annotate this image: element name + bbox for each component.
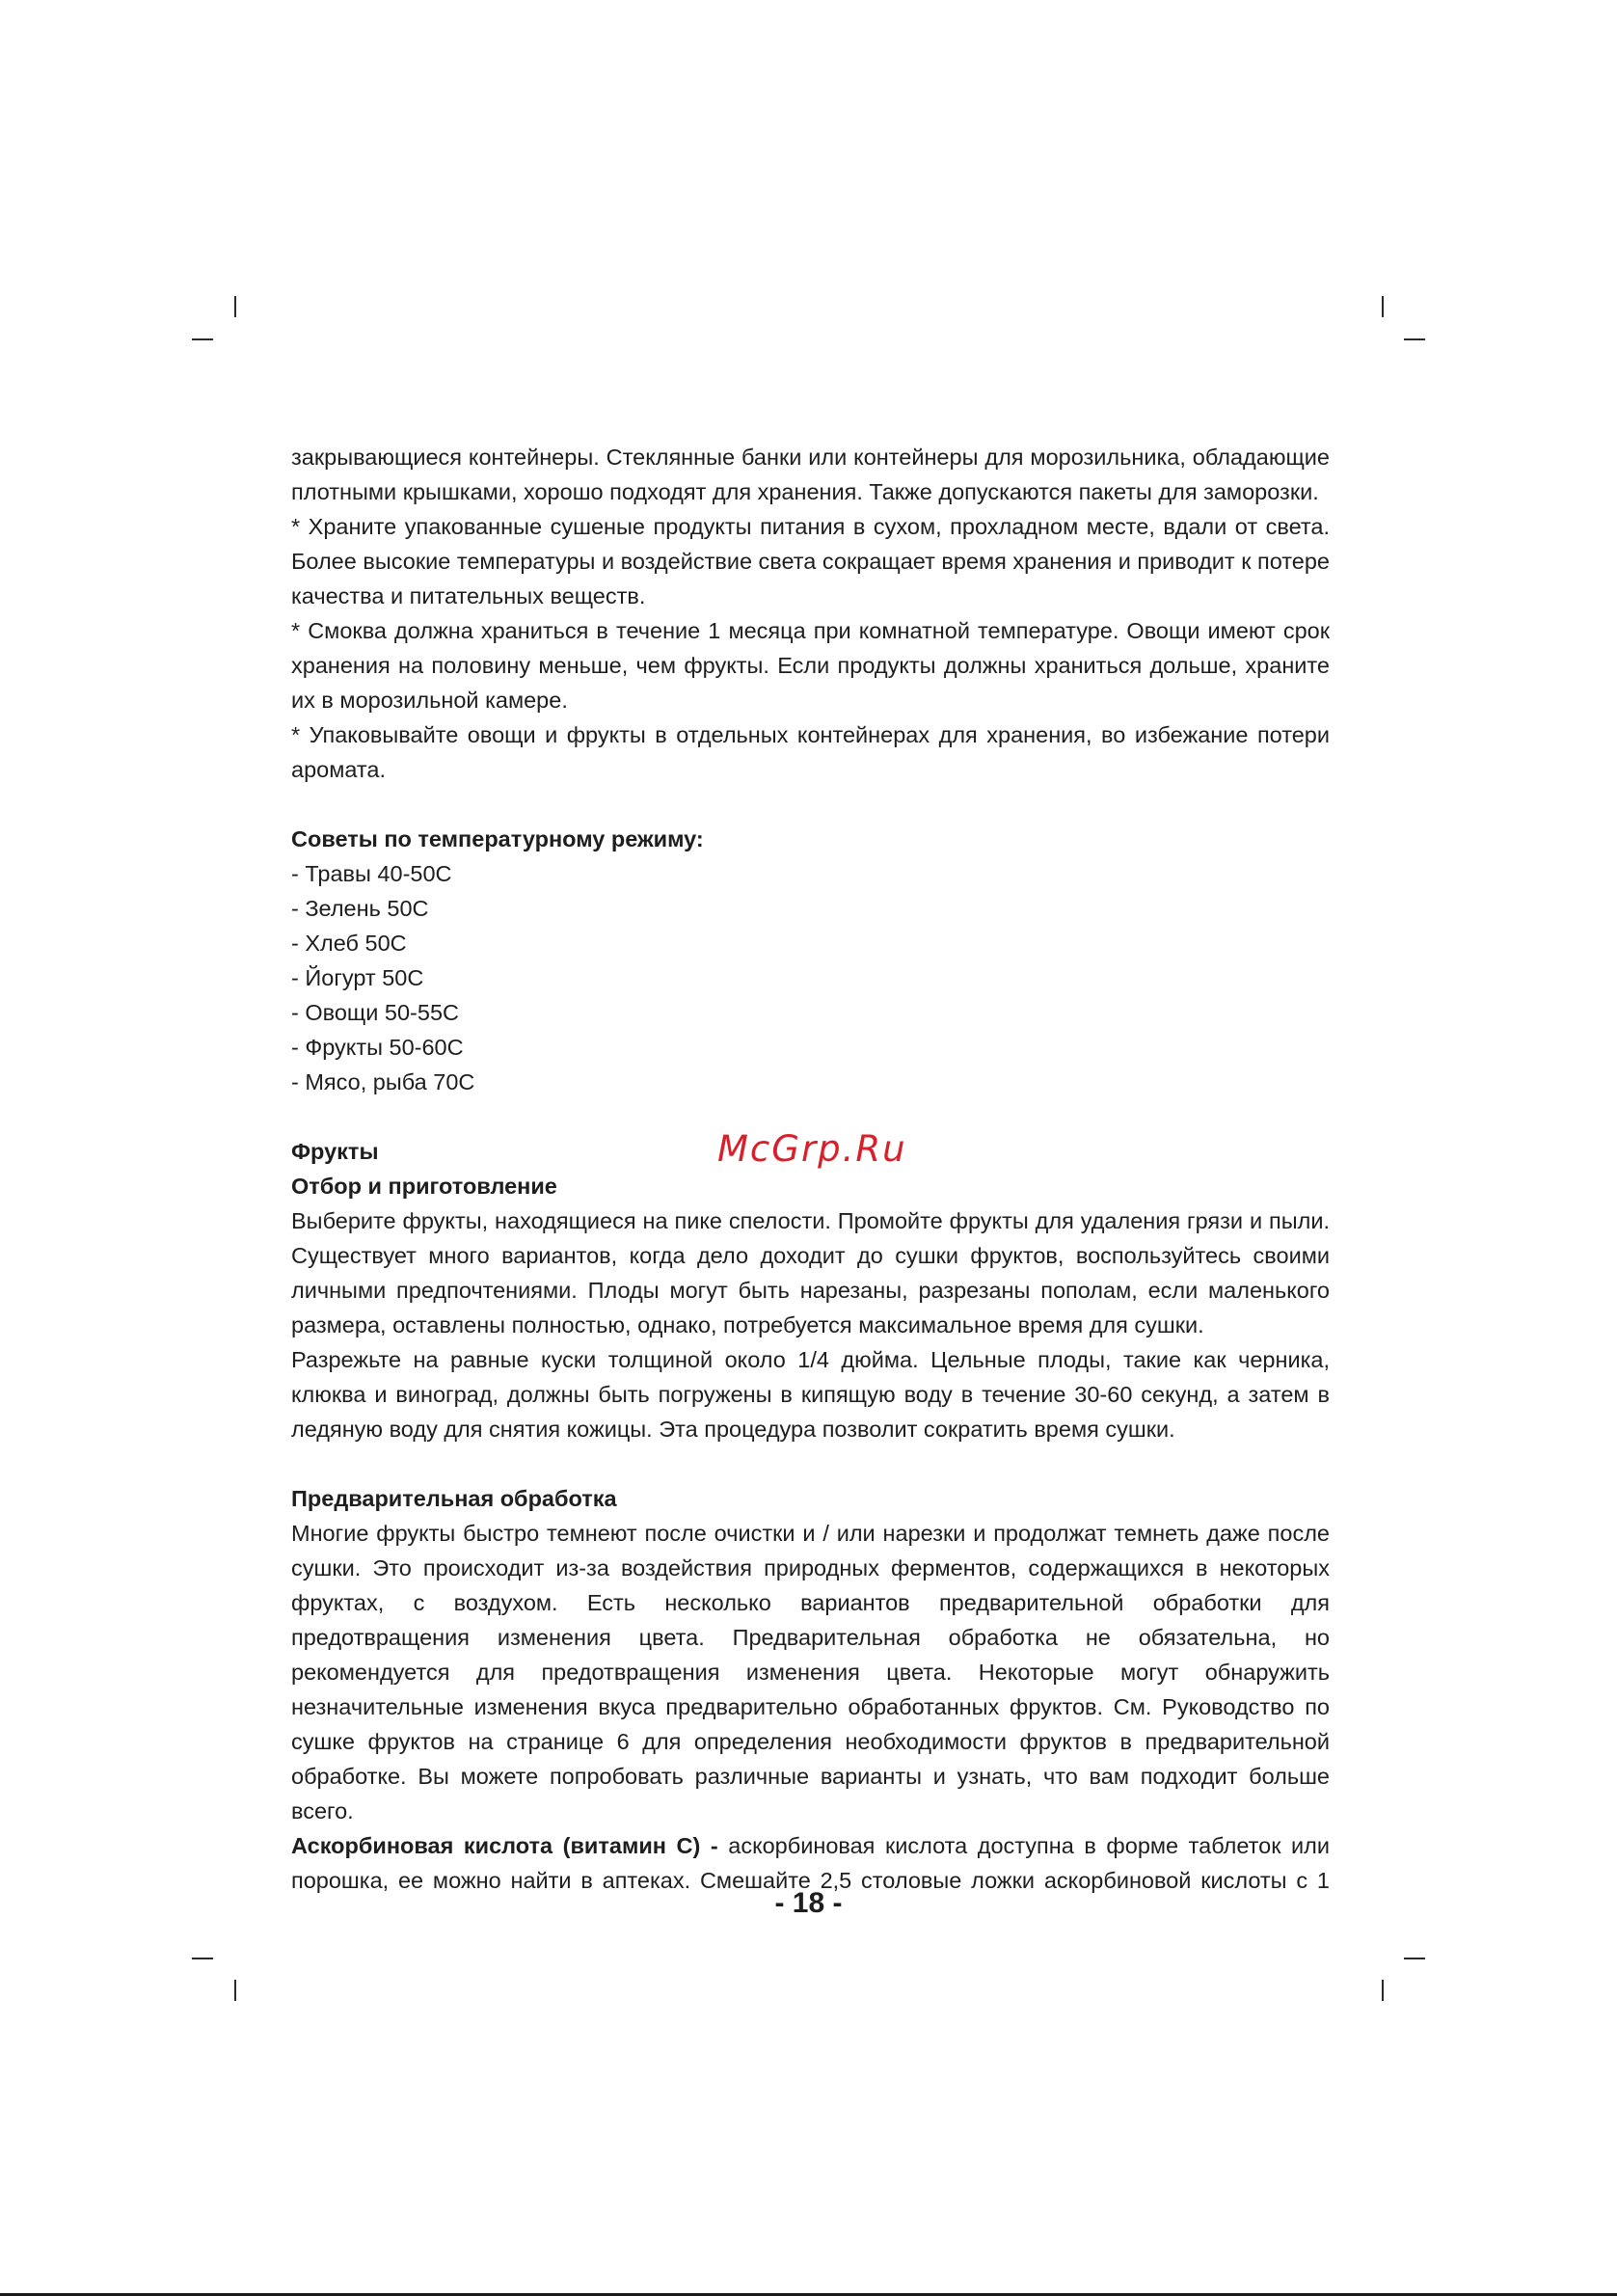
storage-tip-paragraph: * Смоква должна храниться в течение 1 месяца при комнатной температуре. Овощи имеют срок хранения на половину меньше, чем фрукты. Если продукты должны храниться дольше, храните их в морозильной камере.	[291, 618, 1330, 713]
list-item: - Мясо, рыба 70С	[291, 1069, 475, 1094]
intro-paragraph: закрывающиеся контейнеры. Стеклянные банки или контейнеры для морозильника, обладающие плотными крышками, хорошо подходят для хранения. Также допускаются пакеты для заморозки.	[291, 445, 1330, 504]
temperature-tips-heading: Советы по температурному режиму:	[291, 826, 704, 851]
storage-tip-paragraph: * Храните упакованные сушеные продукты питания в сухом, прохладном месте, вдали от света. Более высокие температуры и воздействие света сокращает время хранения и приводит к потере качества и питательных веществ.	[291, 514, 1330, 608]
ascorbic-acid-text: аскорбиновая кислота доступна в форме таблеток или порошка, ее можно найти в аптеках. Смешайте 2,5 столовые ложки аскорбиновой кислоты с 1	[291, 1833, 1330, 1893]
crop-mark-top-right-horizontal	[1404, 338, 1425, 340]
fruits-paragraph: Разрежьте на равные куски толщиной около 1/4 дюйма. Цельные плоды, такие как черника, клюква и виноград, должны быть погружены в кипящую воду в течение 30-60 секунд, а затем в ледяную воду для снятия кожицы. Эта процедура позволит сократить время сушки.	[291, 1347, 1330, 1442]
fruits-heading: Фрукты	[291, 1139, 379, 1164]
temperature-tips-list	[291, 856, 1330, 1099]
crop-mark-bottom-right-vertical	[1382, 1980, 1384, 2001]
pretreatment-paragraph: Многие фрукты быстро темнеют после очистки и / или нарезки и продолжат темнеть даже после сушки. Это происходит из-за воздействия природных ферментов, содержащихся в некоторых фруктах, с воздухом. Есть несколько вариантов предварительной обработки для предотвращения изменения цвета. Предварительная обработка не обязательна, но рекомендуется для предотвращения изменения цвета. Некоторые могут обнаружить незначительные изменения вкуса предварительно обработанных фруктов. См. Руководство по сушке фруктов на странице 6 для определения необходимости фруктов в предварительной обработке. Вы можете попробовать различные варианты и узнать, что вам подходит больше всего.	[291, 1521, 1330, 1823]
list-item: - Зелень 50С	[291, 896, 429, 921]
list-item: - Фрукты 50-60С	[291, 1035, 464, 1060]
ascorbic-acid-term: Аскорбиновая кислота (витамин С) -	[291, 1833, 718, 1858]
crop-mark-bottom-left-vertical	[234, 1980, 236, 2001]
storage-tip-paragraph: * Упаковывайте овощи и фрукты в отдельных контейнерах для хранения, во избежание потери аромата.	[291, 722, 1330, 782]
list-item: - Хлеб 50С	[291, 931, 407, 956]
pretreatment-heading: Предварительная обработка	[291, 1486, 617, 1511]
selection-subheading: Отбор и приготовление	[291, 1174, 557, 1199]
list-item: - Овощи 50-55С	[291, 1000, 459, 1025]
list-item: - Травы 40-50С	[291, 861, 452, 886]
crop-mark-top-left-vertical	[234, 296, 236, 317]
list-item: - Йогурт 50С	[291, 965, 424, 990]
fruits-paragraph: Выберите фрукты, находящиеся на пике спелости. Промойте фрукты для удаления грязи и пыли. Существует много вариантов, когда дело доходит до сушки фруктов, воспользуйтесь своими личными предпочтениями. Плоды могут быть нарезаны, разрезаны пополам, если маленького размера, оставлены полностью, однако, потребуется максимальное время для сушки.	[291, 1208, 1330, 1337]
page-number: - 18 -	[774, 1887, 843, 1919]
watermark: McGrp.Ru	[717, 1128, 907, 1170]
crop-mark-bottom-left-horizontal	[192, 1958, 213, 1959]
crop-mark-top-left-horizontal	[192, 338, 213, 340]
crop-mark-bottom-right-horizontal	[1404, 1958, 1425, 1959]
crop-mark-top-right-vertical	[1382, 296, 1384, 317]
